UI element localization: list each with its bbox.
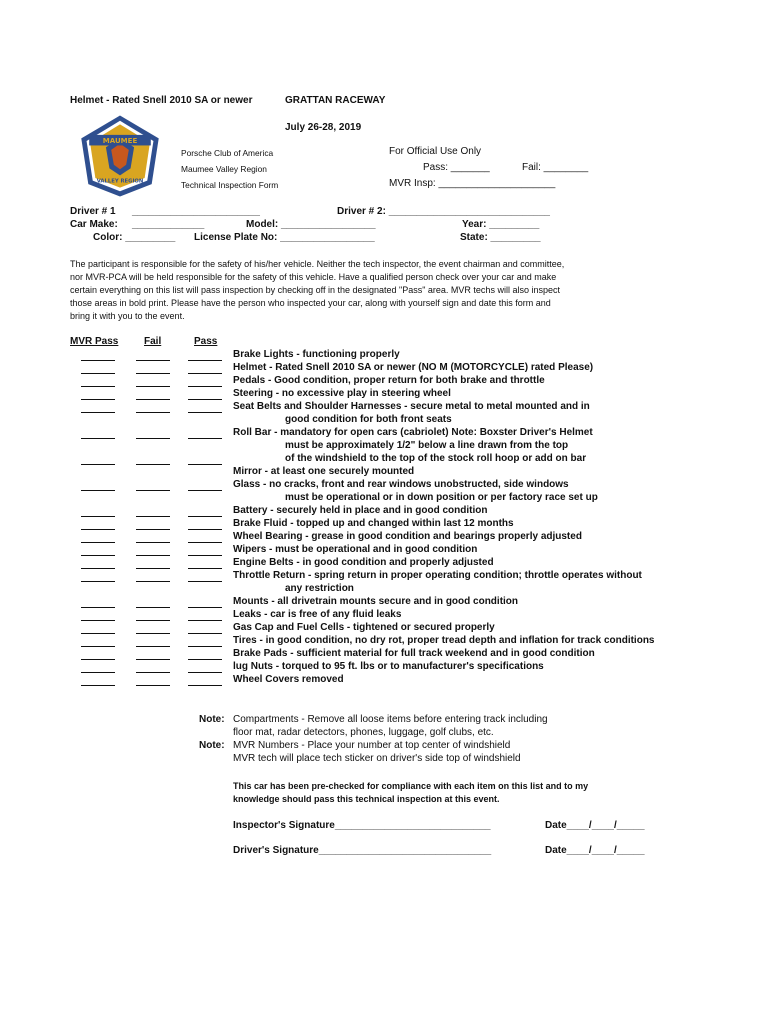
model-field[interactable]: Model: _________________: [246, 219, 376, 230]
driver-signature-field[interactable]: Driver's Signature_______________________________: [233, 845, 492, 856]
col-mvr-pass: MVR Pass: [70, 336, 119, 347]
fail-blank[interactable]: [136, 386, 170, 387]
col-pass: Pass: [194, 336, 218, 347]
pass-blank[interactable]: [188, 685, 222, 686]
item-seat-belts: Seat Belts and Shoulder Harnesses - secure metal to metal mounted and in: [233, 401, 590, 412]
pass-blank[interactable]: [188, 464, 222, 465]
pass-blank[interactable]: [188, 360, 222, 361]
mvr-pass-blank[interactable]: [81, 646, 115, 647]
driver2-field[interactable]: Driver # 2: _____________________________: [337, 206, 550, 217]
fail-blank[interactable]: [136, 568, 170, 569]
fail-blank[interactable]: [136, 360, 170, 361]
item-engine-belts: Engine Belts - in good condition and properly adjusted: [233, 557, 494, 568]
color-field[interactable]: Color: _________: [93, 232, 176, 243]
certify-line: This car has been pre-checked for compliance with each item on this list and to my: [233, 781, 589, 791]
item-glass-cont: must be operational or in down position or per factory race set up: [285, 492, 598, 503]
item-steering: Steering - no excessive play in steering wheel: [233, 388, 451, 399]
fail-blank[interactable]: [136, 659, 170, 660]
fail-blank[interactable]: [136, 542, 170, 543]
fail-blank[interactable]: [136, 581, 170, 582]
note-label: Note:: [199, 714, 225, 725]
year-field[interactable]: Year: _________: [462, 219, 540, 230]
pass-blank[interactable]: [188, 555, 222, 556]
mvr-pass-blank[interactable]: [81, 659, 115, 660]
inspector-date-field[interactable]: Date____/____/_____: [545, 820, 645, 831]
item-battery: Battery - securely held in place and in good condition: [233, 505, 488, 516]
item-glass: Glass - no cracks, front and rear windows unobstructed, side windows: [233, 479, 569, 490]
fail-blank[interactable]: [136, 607, 170, 608]
col-fail: Fail: [144, 336, 162, 347]
item-wipers: Wipers - must be operational and in good condition: [233, 544, 478, 555]
mvr-pass-blank[interactable]: [81, 412, 115, 413]
fail-blank[interactable]: [136, 529, 170, 530]
note-compartments-cont: floor mat, radar detectors, phones, luggage, golf clubs, etc.: [233, 727, 494, 738]
pass-blank[interactable]: [188, 386, 222, 387]
region-name: Maumee Valley Region: [181, 164, 267, 174]
official-pass: Pass: _______: [423, 162, 490, 173]
car-make-label: Car Make:: [70, 219, 118, 230]
note-mvr-numbers-cont: MVR tech will place tech sticker on driver's side top of windshield: [233, 753, 521, 764]
mvr-pass-blank[interactable]: [81, 373, 115, 374]
note-label: Note:: [199, 740, 225, 751]
mvr-pass-blank[interactable]: [81, 438, 115, 439]
pass-blank[interactable]: [188, 412, 222, 413]
mvr-pass-blank[interactable]: [81, 581, 115, 582]
intro-line: those areas in bold print. Please have the person who inspected your car, along with yourself sign and date this form and: [70, 298, 551, 308]
item-leaks: Leaks - car is free of any fluid leaks: [233, 609, 402, 620]
pass-blank[interactable]: [188, 581, 222, 582]
mvr-pass-blank[interactable]: [81, 542, 115, 543]
car-make-field[interactable]: _____________: [132, 219, 205, 230]
mvr-logo: [76, 112, 164, 200]
fail-blank[interactable]: [136, 412, 170, 413]
mvr-pass-blank[interactable]: [81, 568, 115, 569]
state-field[interactable]: State: _________: [460, 232, 541, 243]
mvr-pass-blank[interactable]: [81, 516, 115, 517]
mvr-pass-blank[interactable]: [81, 386, 115, 387]
mvr-pass-blank[interactable]: [81, 360, 115, 361]
official-mvr-insp: MVR Insp: _____________________: [389, 178, 556, 189]
fail-blank[interactable]: [136, 464, 170, 465]
item-gas-cap: Gas Cap and Fuel Cells - tightened or secured properly: [233, 622, 495, 633]
helmet-header: Helmet - Rated Snell 2010 SA or newer: [70, 95, 253, 106]
item-seat-belts-cont: good condition for both front seats: [285, 414, 452, 425]
item-throttle-cont: any restriction: [285, 583, 354, 594]
pass-blank[interactable]: [188, 529, 222, 530]
item-roll-bar: Roll Bar - mandatory for open cars (cabriolet) Note: Boxster Driver's Helmet: [233, 427, 593, 438]
item-brake-fluid: Brake Fluid - topped up and changed within last 12 months: [233, 518, 514, 529]
pass-blank[interactable]: [188, 607, 222, 608]
item-roll-bar-cont: of the windshield to the top of the stock roll hoop or add on bar: [285, 453, 587, 464]
mvr-pass-blank[interactable]: [81, 464, 115, 465]
mvr-pass-blank[interactable]: [81, 490, 115, 491]
official-use-title: For Official Use Only: [389, 146, 482, 157]
item-brake-lights: Brake Lights - functioning properly: [233, 349, 400, 360]
item-lug-nuts: lug Nuts - torqued to 95 ft. lbs or to manufacturer's specifications: [233, 661, 544, 672]
license-field[interactable]: License Plate No: _________________: [194, 232, 375, 243]
mvr-pass-blank[interactable]: [81, 672, 115, 673]
intro-line: bring it with you to the event.: [70, 311, 185, 321]
pass-blank[interactable]: [188, 438, 222, 439]
intro-line: The participant is responsible for the safety of his/her vehicle. Neither the tech inspector, the event chairman and committee,: [70, 259, 565, 269]
item-mirror: Mirror - at least one securely mounted: [233, 466, 415, 477]
fail-blank[interactable]: [136, 555, 170, 556]
pass-blank[interactable]: [188, 490, 222, 491]
note-compartments: Compartments - Remove all loose items before entering track including: [233, 714, 548, 725]
pass-blank[interactable]: [188, 646, 222, 647]
driver-date-field[interactable]: Date____/____/_____: [545, 845, 645, 856]
form-name: Technical Inspection Form: [181, 180, 279, 190]
pass-blank[interactable]: [188, 672, 222, 673]
item-pedals: Pedals - Good condition, proper return for both brake and throttle: [233, 375, 545, 386]
official-fail: Fail: ________: [522, 162, 589, 173]
pass-blank[interactable]: [188, 568, 222, 569]
inspector-signature-field[interactable]: Inspector's Signature____________________________: [233, 820, 491, 831]
club-name: Porsche Club of America: [181, 148, 274, 158]
mvr-pass-blank[interactable]: [81, 555, 115, 556]
fail-blank[interactable]: [136, 516, 170, 517]
item-throttle-return: Throttle Return - spring return in proper operating condition; throttle operates without: [233, 570, 642, 581]
fail-blank[interactable]: [136, 490, 170, 491]
pass-blank[interactable]: [188, 659, 222, 660]
event-name: GRATTAN RACEWAY: [285, 95, 386, 106]
event-dates: July 26-28, 2019: [285, 122, 362, 133]
intro-line: certain everything on this list will pass inspection by checking off in the designated "Pass" area. MVR techs will also inspect: [70, 285, 560, 295]
item-tires: Tires - in good condition, no dry rot, proper tread depth and inflation for track conditions: [233, 635, 655, 646]
item-brake-pads: Brake Pads - sufficient material for full track weekend and in good condition: [233, 648, 595, 659]
pass-blank[interactable]: [188, 399, 222, 400]
note-mvr-numbers: MVR Numbers - Place your number at top center of windshield: [233, 740, 511, 751]
fail-blank[interactable]: [136, 438, 170, 439]
driver1-field[interactable]: _______________________: [132, 206, 260, 217]
svg-text:VALLEY REGION: VALLEY REGION: [96, 178, 144, 185]
fail-blank[interactable]: [136, 646, 170, 647]
item-wheel-bearing: Wheel Bearing - grease in good condition and bearings properly adjusted: [233, 531, 582, 542]
mvr-pass-blank[interactable]: [81, 620, 115, 621]
mvr-pass-blank[interactable]: [81, 399, 115, 400]
svg-text:MAUMEE: MAUMEE: [102, 135, 138, 145]
fail-blank[interactable]: [136, 672, 170, 673]
mvr-pass-blank[interactable]: [81, 633, 115, 634]
fail-blank[interactable]: [136, 620, 170, 621]
fail-blank[interactable]: [136, 685, 170, 686]
item-roll-bar-cont: must be approximately 1/2" below a line drawn from the top: [285, 440, 569, 451]
pass-blank[interactable]: [188, 620, 222, 621]
fail-blank[interactable]: [136, 373, 170, 374]
item-wheel-covers: Wheel Covers removed: [233, 674, 344, 685]
driver1-label: Driver # 1: [70, 206, 116, 217]
pass-blank[interactable]: [188, 373, 222, 374]
pass-blank[interactable]: [188, 516, 222, 517]
mvr-pass-blank[interactable]: [81, 529, 115, 530]
item-helmet: Helmet - Rated Snell 2010 SA or newer (NO M (MOTORCYCLE) rated Please): [233, 362, 594, 373]
intro-line: nor MVR-PCA will be held responsible for the safety of this vehicle. Have a qualified person check over your car and make: [70, 272, 557, 282]
pass-blank[interactable]: [188, 542, 222, 543]
fail-blank[interactable]: [136, 399, 170, 400]
fail-blank[interactable]: [136, 633, 170, 634]
item-mounts: Mounts - all drivetrain mounts secure and in good condition: [233, 596, 519, 607]
certify-line: knowledge should pass this technical inspection at this event.: [233, 794, 500, 804]
mvr-pass-blank[interactable]: [81, 685, 115, 686]
pass-blank[interactable]: [188, 633, 222, 634]
mvr-pass-blank[interactable]: [81, 607, 115, 608]
